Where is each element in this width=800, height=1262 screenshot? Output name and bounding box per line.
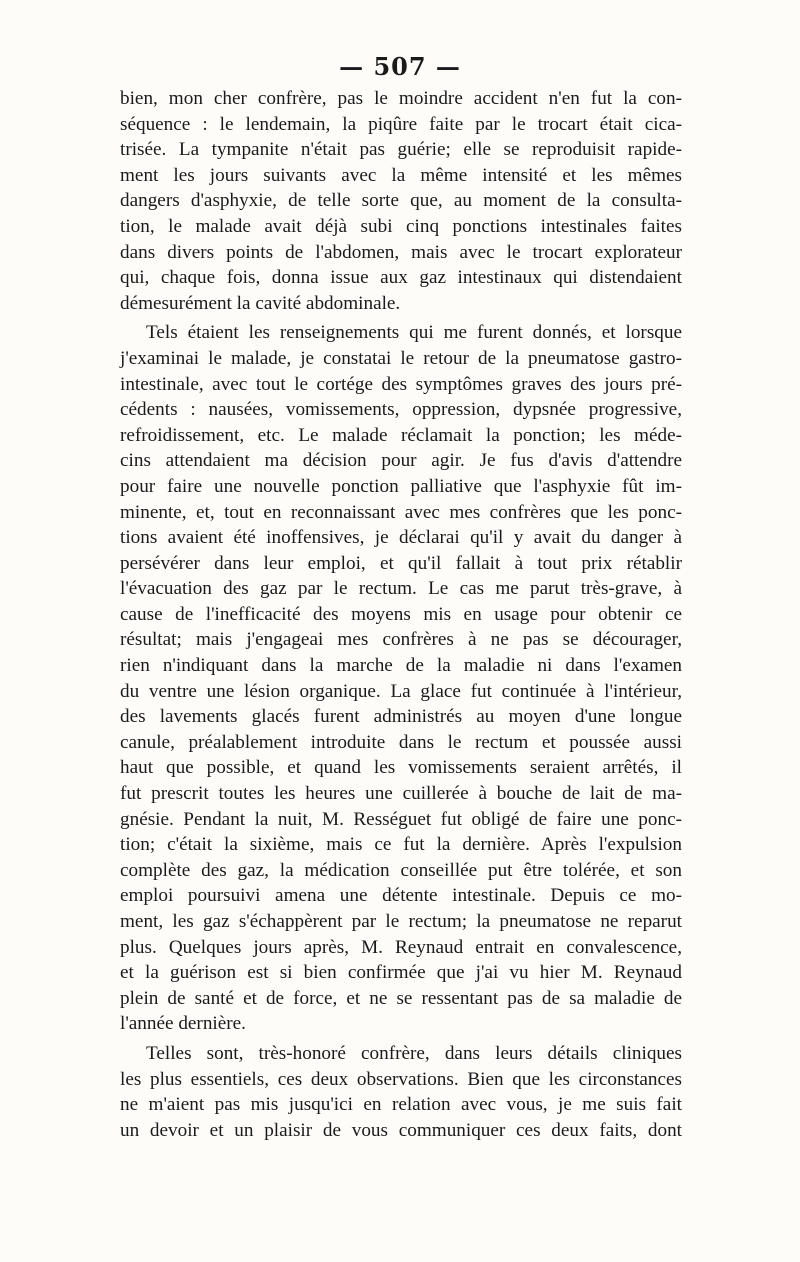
text-line: l'année dernière. bbox=[120, 1013, 246, 1035]
text-line: trisée. La tympanite n'était pas guérie; elle se reproduisit rapide- bbox=[120, 139, 682, 161]
text-line: cins attendaient ma décision pour agir. Je fus d'avis d'attendre bbox=[120, 450, 682, 472]
text-line: dans divers points de l'abdomen, mais avec le trocart explorateur bbox=[120, 241, 682, 263]
text-line: Telles sont, très-honoré confrère, dans leurs détails cliniques bbox=[146, 1042, 682, 1064]
text-line: haut que possible, et quand les vomissements seraient arrêtés, il bbox=[120, 757, 682, 779]
text-line: tions avaient été inoffensives, je déclarai qu'il y avait du danger à bbox=[120, 527, 682, 549]
text-line: emploi poursuivi amena une détente intestinale. Depuis ce mo- bbox=[120, 885, 682, 907]
text-line: plein de santé et de force, et ne se ressentant pas de sa maladie de bbox=[120, 987, 682, 1009]
paragraph bbox=[120, 1041, 682, 1143]
text-line: l'évacuation des gaz par le rectum. Le cas me parut très-grave, à bbox=[120, 578, 682, 600]
text-line: et la guérison est si bien confirmée que j'ai vu hier M. Reynaud bbox=[120, 962, 682, 984]
text-line: dangers d'asphyxie, de telle sorte que, au moment de la consulta- bbox=[120, 190, 682, 212]
text-line: j'examinai le malade, je constatai le retour de la pneumatose gastro- bbox=[120, 347, 682, 369]
text-line: cause de l'inefficacité des moyens mis en usage pour obtenir ce bbox=[120, 603, 682, 625]
text-line: intestinale, avec tout le cortége des symptômes graves des jours pré- bbox=[120, 373, 682, 395]
text-line: un devoir et un plaisir de vous communiquer ces deux faits, dont bbox=[120, 1119, 682, 1141]
page-number: — 507 — bbox=[339, 52, 461, 81]
text-line: démesurément la cavité abdominale. bbox=[120, 292, 401, 314]
text-line: Tels étaient les renseignements qui me furent donnés, et lorsque bbox=[146, 322, 682, 344]
text-line: qui, chaque fois, donna issue aux gaz intestinaux qui distendaient bbox=[120, 267, 682, 289]
text-line: pour faire une nouvelle ponction palliative que l'asphyxie fût im- bbox=[120, 475, 682, 497]
text-line: cédents : nausées, vomissements, oppression, dypsnée progressive, bbox=[120, 399, 682, 421]
text-line: tion; c'était la sixième, mais ce fut la dernière. Après l'expulsion bbox=[120, 834, 682, 856]
text-line: fut prescrit toutes les heures une cuillerée à bouche de lait de ma- bbox=[120, 783, 682, 805]
text-line: tion, le malade avait déjà subi cinq ponctions intestinales faites bbox=[120, 215, 682, 237]
text-line: gnésie. Pendant la nuit, M. Rességuet fut obligé de faire une ponc- bbox=[120, 808, 682, 830]
text-line: séquence : le lendemain, la piqûre faite par le trocart était cica- bbox=[120, 113, 682, 135]
paragraph bbox=[120, 320, 682, 1037]
body-text bbox=[120, 86, 682, 1143]
text-line: ment les jours suivants avec la même intensité et les mêmes bbox=[120, 164, 682, 186]
text-line: bien, mon cher confrère, pas le moindre accident n'en fut la con- bbox=[120, 88, 682, 109]
text-line: persévérer dans leur emploi, et qu'il fallait à tout prix rétablir bbox=[120, 552, 682, 574]
text-line: refroidissement, etc. Le malade réclamait la ponction; les méde- bbox=[120, 424, 682, 446]
text-line: résultat; mais j'engageai mes confrères à ne pas se décourager, bbox=[120, 629, 682, 651]
text-line: canule, préalablement introduite dans le rectum et poussée aussi bbox=[120, 731, 682, 753]
text-line: complète des gaz, la médication conseillée put être tolérée, et son bbox=[120, 859, 682, 881]
text-line: du ventre une lésion organique. La glace fut continuée à l'intérieur, bbox=[120, 680, 682, 702]
text-line: des lavements glacés furent administrés au moyen d'une longue bbox=[120, 706, 682, 728]
text-line: ment, les gaz s'échappèrent par le rectum; la pneumatose ne reparut bbox=[120, 911, 682, 932]
text-line: ne m'aient pas mis jusqu'ici en relation avec vous, je me suis fait bbox=[120, 1094, 682, 1116]
text-line: les plus essentiels, ces deux observations. Bien que les circonstances bbox=[120, 1068, 682, 1090]
paragraph bbox=[120, 86, 682, 316]
text-line: plus. Quelques jours après, M. Reynaud entrait en convalescence, bbox=[120, 936, 682, 958]
text-line: minente, et, tout en reconnaissant avec mes confrères que les ponc- bbox=[120, 501, 682, 523]
text-line: rien n'indiquant dans la marche de la maladie ni dans l'examen bbox=[120, 655, 682, 677]
